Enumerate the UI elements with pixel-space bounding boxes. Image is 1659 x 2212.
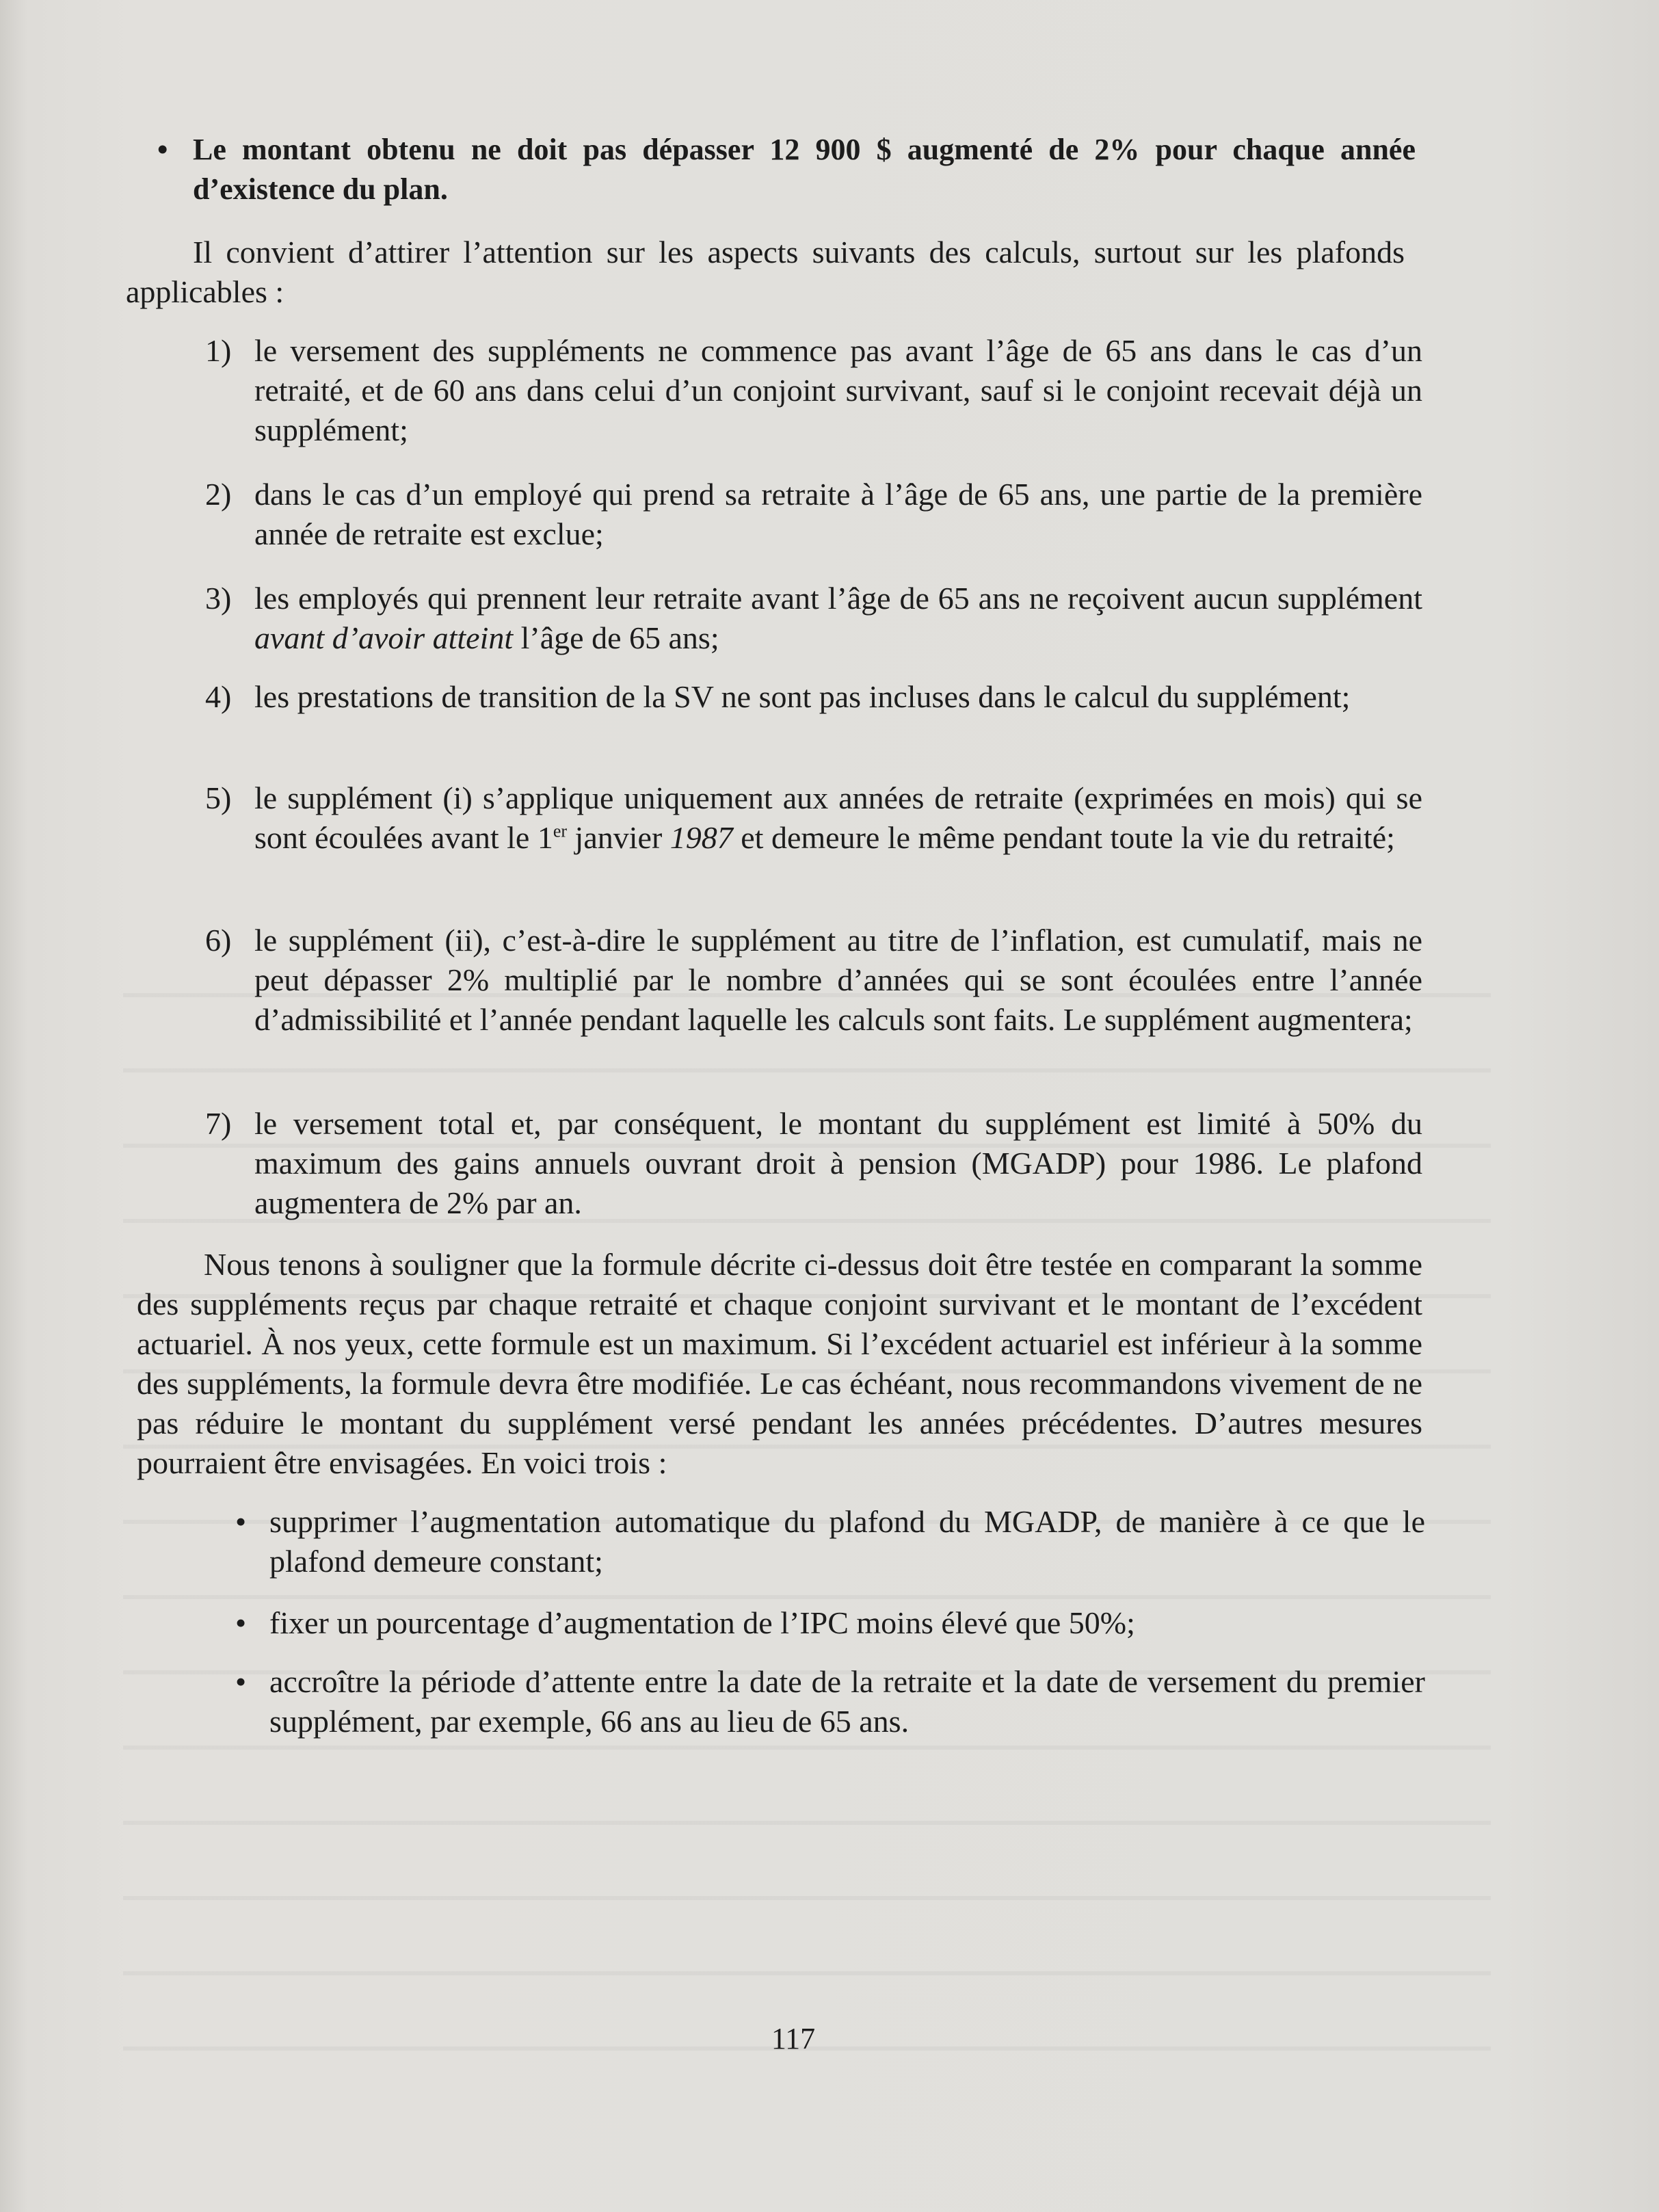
text-segment: et demeure le même pendant toute la vie du retraité;: [732, 820, 1395, 855]
list-item: [205, 1104, 1422, 1223]
italic-segment: avant d’avoir atteint: [254, 620, 514, 655]
bullet-marker: •: [235, 1664, 247, 1699]
list-item: [205, 677, 1422, 717]
list-number: 5): [205, 780, 232, 815]
list-number: 3): [205, 581, 232, 616]
sub-bullet-item: [235, 1662, 1425, 1741]
closing-paragraph: Nous tenons à souligner que la formule décrite ci-dessus doit être testée en comparant la somme des suppléments reçus par chaque retraité et chaque conjoint survivant et le montant de l’excédent actuariel. À nos yeux, cette formule est un maximum. Si l’excédent actuariel est inférieur à la somme des suppléments, la formule devra être modifiée. Le cas échéant, nous recommandons vivement de ne pas réduire le montant du supplément versé pendant les années précédentes. D’autres mesures pourraient être envisagées. En voici trois :: [137, 1247, 1422, 1480]
list-number: 2): [205, 477, 232, 512]
text-segment: janvier: [567, 820, 670, 855]
sub-bullet-text: supprimer l’augmentation automatique du plafond du MGADP, de manière à ce que le plafond demeure constant;: [269, 1504, 1425, 1579]
bullet-marker: •: [235, 1605, 247, 1640]
bullet-marker: •: [157, 133, 168, 166]
list-number: 7): [205, 1106, 232, 1141]
sub-bullet-item: [235, 1502, 1425, 1581]
list-item-text: les prestations de transition de la SV ne sont pas incluses dans le calcul du supplément;: [254, 679, 1351, 714]
list-item-text: dans le cas d’un employé qui prend sa retraite à l’âge de 65 ans, une partie de la première année de retraite est exclue;: [254, 477, 1422, 551]
list-number: 4): [205, 679, 232, 714]
superscript: er: [553, 821, 568, 841]
top-bullet-text: Le montant obtenu ne doit pas dépasser 12 900 $ augmenté de 2% pour chaque année d’existence du plan.: [193, 133, 1416, 206]
italic-segment: 1987: [669, 820, 733, 855]
list-item: [205, 331, 1422, 450]
list-item-text: le versement total et, par conséquent, le montant du supplément est limité à 50% du maximum des gains annuels ouvrant droit à pension (MGADP) pour 1986. Le plafond augmentera de 2% par an.: [254, 1106, 1422, 1220]
page-number: 117: [771, 2022, 816, 2055]
sub-bullet-item: [235, 1603, 1425, 1643]
text-segment: le supplément (i) s’applique uniquement aux années de retraite (exprimées en mois) qui se sont écoulées avant le 1: [254, 780, 1422, 855]
sub-bullet-text: accroître la période d’attente entre la date de la retraite et la date de versement du premier supplément, par exemple, 66 ans au lieu de 65 ans.: [269, 1664, 1425, 1739]
bullet-marker: •: [235, 1504, 247, 1539]
list-item: [205, 778, 1422, 858]
text-segment: les employés qui prennent leur retraite avant l’âge de 65 ans ne reçoivent aucun supplément: [254, 581, 1422, 616]
list-number: 1): [205, 333, 232, 368]
sub-bullet-text: fixer un pourcentage d’augmentation de l’IPC moins élevé que 50%;: [269, 1605, 1135, 1640]
list-item-text: le supplément (ii), c’est-à-dire le supplément au titre de l’inflation, est cumulatif, mais ne peut dépasser 2% multiplié par le nombre d’années qui se sont écoulées entre l’année d’admissibilité et l’année pendant laquelle les calculs sont faits. Le supplément augmentera;: [254, 923, 1422, 1037]
list-item-text: [254, 778, 1422, 858]
intro-paragraph: Il convient d’attirer l’attention sur les aspects suivants des calculs, surtout sur les plafonds applicables :: [126, 235, 1405, 309]
top-bullet: [157, 130, 1416, 209]
list-item-text: [254, 579, 1422, 658]
list-item: [205, 579, 1422, 658]
list-item: [205, 475, 1422, 554]
list-item: [205, 921, 1422, 1040]
text-segment: l’âge de 65 ans;: [513, 620, 719, 655]
list-number: 6): [205, 923, 232, 958]
list-item-text: le versement des suppléments ne commence pas avant l’âge de 65 ans dans le cas d’un retraité, et de 60 ans dans celui d’un conjoint survivant, sauf si le conjoint recevait déjà un supplément;: [254, 333, 1422, 447]
